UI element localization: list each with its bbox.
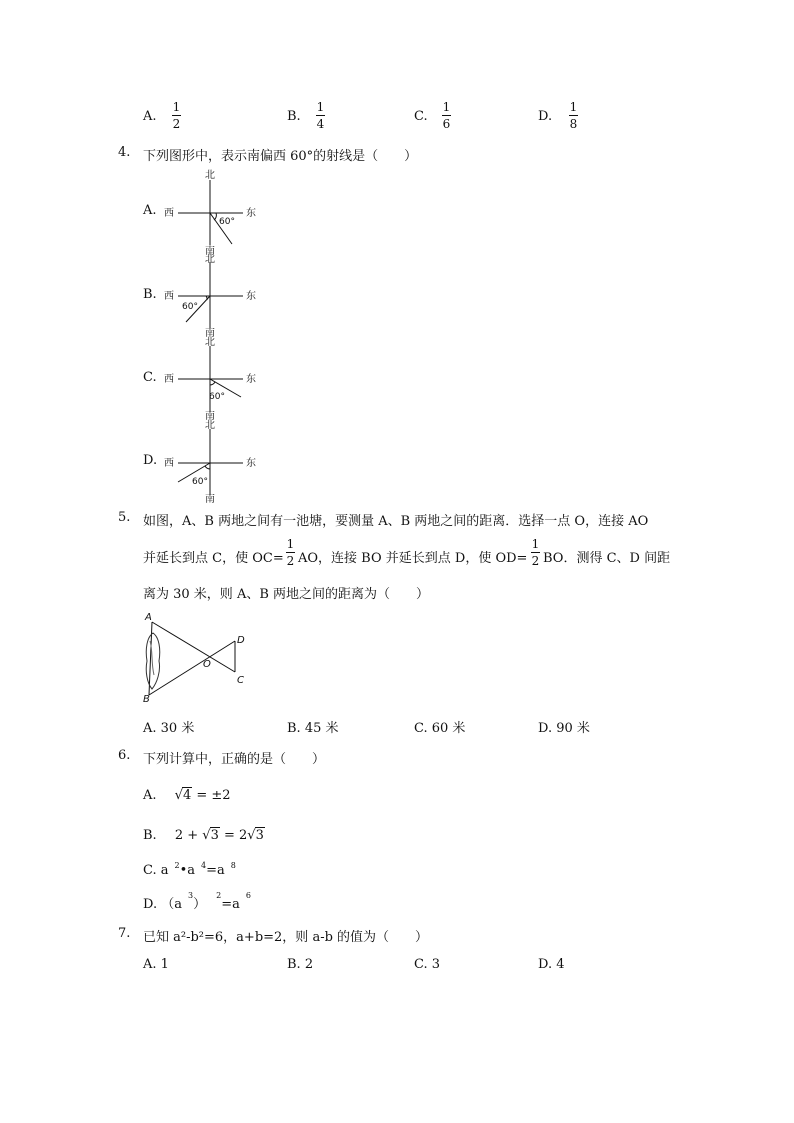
- q4-compass-diagrams: [0, 0, 794, 560]
- q3-option-b-label: B.: [287, 109, 301, 124]
- q6-question-text: 下列计算中，正确的是（ ）: [143, 752, 326, 767]
- q4d-south-label: 南: [205, 494, 215, 505]
- pond-outline: [146, 633, 160, 689]
- q4d-east-label: 东: [246, 458, 256, 469]
- q3-option-a-fraction: 1 2: [172, 100, 181, 131]
- q4-question-text: 下列图形中，表示南偏西 60°的射线是（ ）: [143, 149, 418, 164]
- q4b-angle-label: 60°: [182, 302, 198, 312]
- q5-option-a: A. 30 米: [143, 721, 195, 736]
- q4-number: 4.: [118, 145, 131, 160]
- q6-number: 6.: [118, 748, 131, 763]
- q4a-angle-label: 60°: [219, 217, 235, 227]
- q4a-west-label: 西: [164, 208, 174, 219]
- q4b-south-label: 南: [205, 328, 215, 339]
- q3-option-c-fraction: 1 6: [442, 100, 451, 131]
- q6-option-c: C. a $^2$•a $^4$=a $^8$: [143, 861, 236, 878]
- point-c-label: C: [237, 675, 244, 686]
- q5-line-2c: BO．测得 C、D 间距: [543, 551, 671, 566]
- point-b-label: B: [143, 694, 150, 705]
- q5-pond-figure: [135, 605, 265, 710]
- q7-option-d: D. 4: [538, 957, 565, 972]
- q5-option-d: D. 90 米: [538, 721, 590, 736]
- point-a-label: A: [145, 612, 152, 623]
- q3-option-b-fraction: 1 4: [316, 100, 325, 131]
- q5-fraction-od: 1 2: [531, 537, 540, 568]
- q4b-east-label: 东: [246, 291, 256, 302]
- q4d-west-label: 西: [164, 458, 174, 469]
- q4a-south-label: 南: [205, 246, 215, 257]
- q4a-east-label: 东: [246, 208, 256, 219]
- q5-line-1: 如图，A、B 两地之间有一池塘，要测量 A、B 两地之间的距离．选择一点 O，连接 AO: [143, 514, 649, 529]
- q3-option-d-fraction: 1 8: [569, 100, 578, 131]
- q7-option-c: C. 3: [414, 957, 441, 972]
- q3-option-a-label: A.: [143, 109, 157, 124]
- q4c-angle-label: 60°: [209, 392, 225, 402]
- q4d-angle-label: 60°: [192, 477, 208, 487]
- q4-option-b-label: B.: [143, 287, 157, 302]
- q5-option-c: C. 60 米: [414, 721, 466, 736]
- q7-option-b: B. 2: [287, 957, 314, 972]
- q7-question-text: 已知 a²-b²=6，a+b=2，则 a-b 的值为（ ）: [143, 930, 429, 945]
- q7-option-a: A. 1: [143, 957, 169, 972]
- q4b-north-label: 北: [205, 254, 215, 265]
- q5-option-b: B. 45 米: [287, 721, 339, 736]
- q4b-west-label: 西: [164, 291, 174, 302]
- q5-line-2b: AO，连接 BO 并延长到点 D，使 OD=: [298, 551, 528, 566]
- q4a-north-label: 北: [205, 170, 215, 181]
- q5-fraction-oc: 1 2: [286, 537, 295, 568]
- q5-number: 5.: [118, 510, 131, 525]
- q6-option-b: B. 2 + √3 = 2√3: [143, 828, 264, 843]
- q5-line-2a: 并延长到点 C，使 OC=: [143, 551, 284, 566]
- q4-option-d-label: D.: [143, 453, 158, 468]
- q4c-north-label: 北: [205, 337, 215, 348]
- q5-line-3: 离为 30 米，则 A、B 两地之间的距离为（ ）: [143, 587, 430, 602]
- q7-number: 7.: [118, 926, 131, 941]
- q6-option-a: A. √4 = ±2: [143, 788, 231, 803]
- q6-option-d: D. $(a^3)^2=a^6$: [143, 891, 251, 912]
- point-o-label: O: [203, 659, 211, 670]
- q3-option-d-label: D.: [538, 109, 553, 124]
- q4-option-c-label: C.: [143, 370, 157, 385]
- point-d-label: D: [237, 635, 245, 646]
- q4d-north-label: 北: [205, 420, 215, 431]
- q4-option-a-label: A.: [143, 203, 157, 218]
- q4c-west-label: 西: [164, 374, 174, 385]
- q3-option-c-label: C.: [414, 109, 428, 124]
- q4c-south-label: 南: [205, 411, 215, 422]
- q4c-east-label: 东: [246, 374, 256, 385]
